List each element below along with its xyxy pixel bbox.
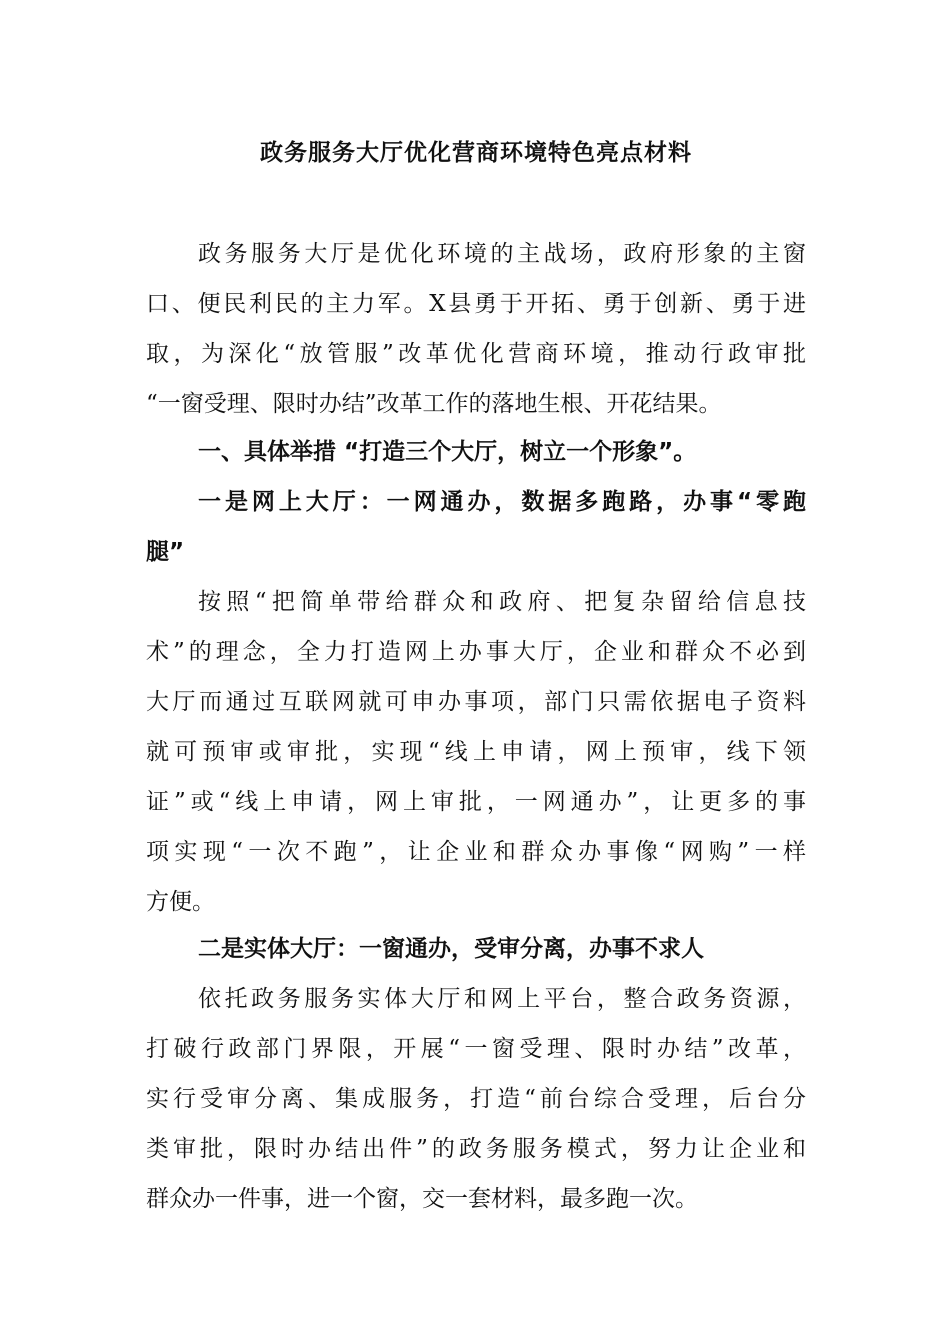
paragraph-intro	[146, 229, 806, 429]
paragraph-line: 就可预审或审批，实现“线上申请，网上预审，线下领	[146, 739, 806, 765]
paragraph-line: 口、便民利民的主力军。X县勇于开拓、勇于创新、勇于进	[146, 291, 806, 317]
paragraph-line: 取，为深化“放管服”改革优化营商环境，推动行政审批	[146, 341, 806, 367]
paragraph-line: 方便。	[146, 889, 215, 915]
paragraph-line: 按照“把简单带给群众和政府、把复杂留给信息技	[198, 589, 806, 615]
paragraph-line: 证”或“线上申请，网上审批，一网通办”，让更多的事	[146, 789, 806, 815]
heading-line: 一是网上大厅：一网通办，数据多跑路，办事“零跑	[198, 489, 806, 515]
paragraph-online-hall	[146, 577, 806, 927]
paragraph-line: 政务服务大厅是优化环境的主战场，政府形象的主窗	[198, 241, 806, 267]
paragraph-line: 依托政务服务实体大厅和网上平台，整合政务资源，	[198, 986, 806, 1012]
paragraph-line: 实行受审分离、集成服务，打造“前台综合受理，后台分	[146, 1086, 806, 1112]
paragraph-line: 项实现“一次不跑”，让企业和群众办事像“网购”一样	[146, 839, 806, 865]
heading-line: 二是实体大厅：一窗通办，受审分离，办事不求人	[198, 936, 704, 962]
document-title: 政务服务大厅优化营商环境特色亮点材料	[260, 140, 692, 166]
paragraph-line: 打破行政部门界限，开展“一窗受理、限时办结”改革，	[146, 1036, 806, 1062]
paragraph-line: 术”的理念，全力打造网上办事大厅，企业和群众不必到	[146, 639, 806, 665]
heading-line: 腿”	[146, 539, 185, 565]
heading-line: 一、具体举措 “打造三个大厅，树立一个形象”。	[198, 439, 697, 465]
paragraph-line: 类审批，限时办结出件”的政务服务模式，努力让企业和	[146, 1136, 806, 1162]
paragraph-line: 群众办一件事，进一个窗，交一套材料，最多跑一次。	[146, 1186, 698, 1212]
section-heading-physical-hall	[146, 924, 806, 974]
section-heading-online-hall	[146, 477, 806, 577]
paragraph-line: “一窗受理、限时办结”改革工作的落地生根、开花结果。	[146, 391, 722, 417]
section-heading-measures	[146, 427, 806, 477]
paragraph-line: 大厅而通过互联网就可申办事项，部门只需依据电子资料	[146, 689, 806, 715]
paragraph-physical-hall	[146, 974, 806, 1224]
